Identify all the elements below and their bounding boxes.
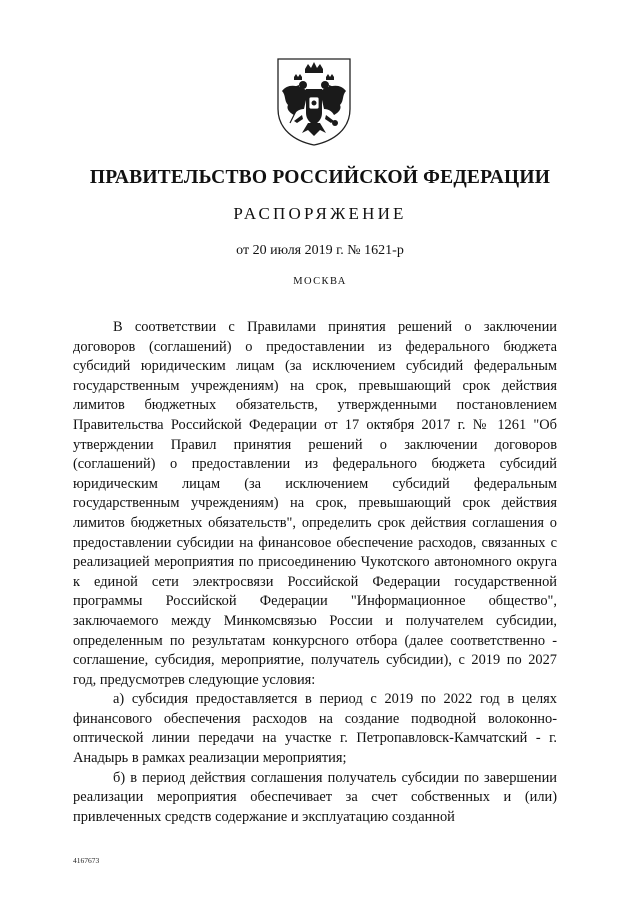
document-body [73,318,557,827]
document-date: 20 июля 2019 г. [252,243,344,258]
paragraph: а) субсидия предоставляется в период с 2019 по 2022 год в целях финансового обеспечения расходов на создание подводной волоконно-оптической линии передачи на участке г. Петропавловск-Камчатский - г. Анадырь в рамках реализации мероприятия; [73,691,557,767]
document-number: 1621-р [364,243,404,258]
government-title: ПРАВИТЕЛЬСТВО РОССИЙСКОЙ ФЕДЕРАЦИИ [89,167,551,188]
number-prefix: № [347,243,365,258]
date-prefix: от [236,243,253,258]
coat-of-arms-icon [272,55,356,147]
document-code: 4167673 [73,856,100,865]
paragraph: В соответствии с Правилами принятия решений о заключении договоров (соглашений) о предоставлении из федерального бюджета субсидий юридическим лицам (за исключением субсидий федеральным государственным учреждениям) на срок, превышающий срок действия лимитов бюджетных обязательств, утвержденными постановлением Правительства Российской Федерации от 17 октября 2017 г. № 1261 "Об утверждении Правил принятия решений о заключении договоров (соглашений) о предоставлении из федерального бюджета субсидий юридическим лицам (за исключением субсидий федеральным государственным учреждениям) на срок, превышающий срок действия лимитов бюджетных обязательств", определить срок действия соглашения о предоставлении субсидии на финансовое обеспечение расходов, связанных с реализацией мероприятия по присоединению Чукотского автономного округа к единой сети электросвязи Российской Федерации государственной программы Российской Федерации "Информационное общество", заключаемого между Минкомсвязью России и получателем субсидии, определенным по результатам конкурсного отбора (далее соответственно - соглашение, субсидия, мероприятие, получатель субсидии), с 2019 по 2027 год, предусмотрев следующие условия: [73,319,557,688]
date-line [0,243,640,259]
city: МОСКВА [293,276,347,287]
paragraph: б) в период действия соглашения получатель субсидии по завершении реализации мероприятия обеспечивает за счет собственных и (или) привлеченных средств содержание и эксплуатацию созданной [73,769,557,825]
document-type: РАСПОРЯЖЕНИЕ [233,204,407,223]
